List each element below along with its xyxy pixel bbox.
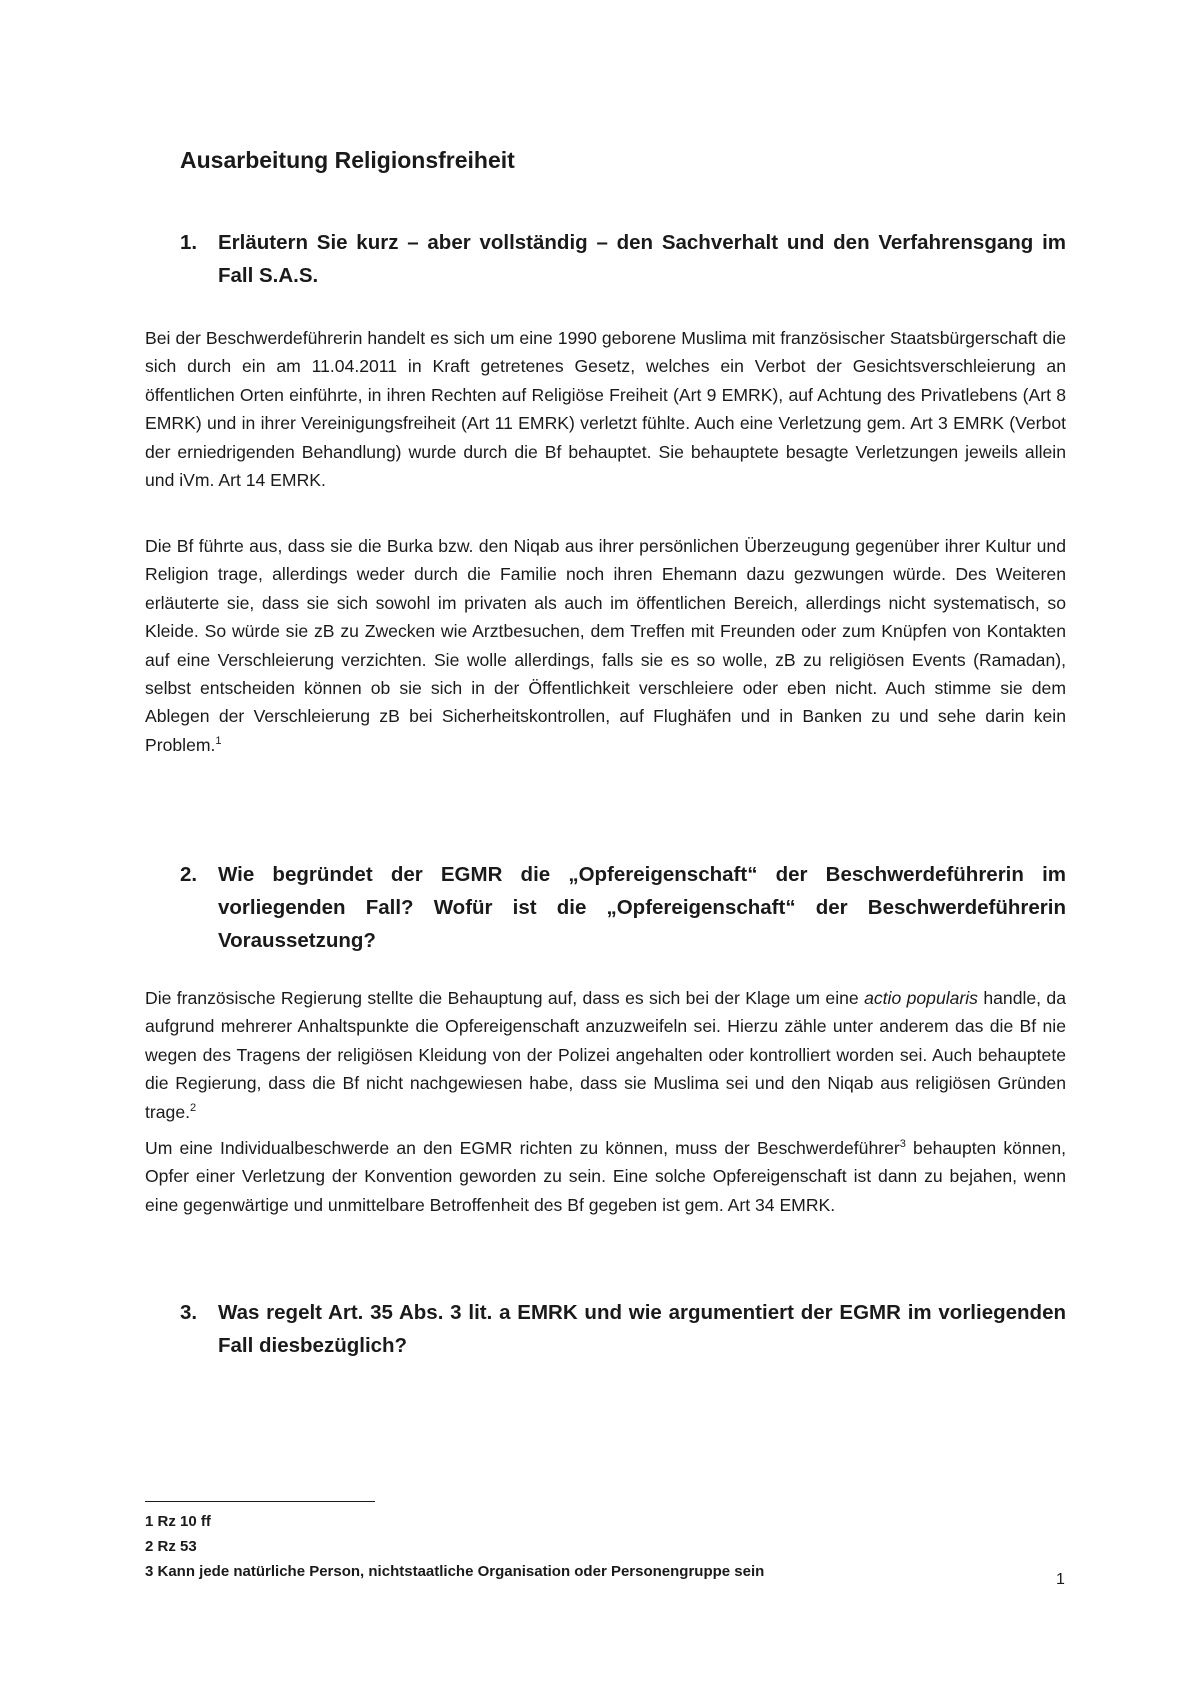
section-2-paragraph-2-text-b: behaupten können, Opfer einer Verletzung der Konvention geworden zu sein. Eine solche Opfereigenschaft ist dann zu bejahen, wenn eine gegenwärtige und unmittelbare Betroffenheit des Bf gegeben ist gem. Art 34 EMRK. <box>145 1138 1066 1215</box>
section-3-heading <box>180 1296 1066 1362</box>
section-2-number: 2. <box>180 863 198 886</box>
section-2-paragraph-1-text-a: Die französische Regierung stellte die Behauptung auf, dass es sich bei der Klage um eine <box>145 988 865 1008</box>
section-2-paragraph-1 <box>145 984 1066 1126</box>
footnote-ref-2: 2 <box>190 1101 197 1114</box>
footnote-1: 1 Rz 10 ff <box>145 1513 211 1530</box>
section-1-number: 1. <box>180 231 198 254</box>
footnote-2: 2 Rz 53 <box>145 1538 197 1555</box>
section-3-number: 3. <box>180 1301 198 1324</box>
section-2-paragraph-2-text-a: Um eine Individualbeschwerde an den EGMR richten zu können, muss der Beschwerdeführer <box>145 1138 900 1158</box>
section-1-paragraph-2 <box>145 532 1066 759</box>
footnote-separator <box>145 1501 375 1502</box>
section-2-heading <box>180 858 1066 957</box>
section-1-paragraph-1: Bei der Beschwerdeführerin handelt es sich um eine 1990 geborene Muslima mit französischer Staatsbürgerschaft die sich durch ein am 11.04.2011 in Kraft getretenes Gesetz, welches ein Verbot der Gesichtsverschleierung an öffentlichen Orten einführte, in ihren Rechten auf Religiöse Freiheit (Art 9 EMRK), auf Achtung des Privatlebens (Art 8 EMRK) und in ihrer Vereinigungsfreiheit (Art 11 EMRK) verletzt fühlte. Auch eine Verletzung gem. Art 3 EMRK (Verbot der erniedrigenden Behandlung) wurde durch die Bf behauptet. Sie behauptete besagte Verletzungen jeweils allein und iVm. Art 14 EMRK. <box>145 328 1066 491</box>
section-3-heading-text: Was regelt Art. 35 Abs. 3 lit. a EMRK und wie argumentiert der EGMR im vorliegenden Fall diesbezüglich? <box>218 1301 1066 1357</box>
section-1-paragraph-2-text: Die Bf führte aus, dass sie die Burka bzw. den Niqab aus ihrer persönlichen Überzeugung gegenüber ihrer Kultur und Religion trage, allerdings weder durch die Familie noch ihren Ehemann dazu gezwungen würde. Des Weiteren erläuterte sie, dass sie sich sowohl im privaten als auch im öffentlichen Bereich, allerdings nicht systematisch, so Kleide. So würde sie zB zu Zwecken wie Arztbesuchen, dem Treffen mit Freunden oder zum Knüpfen von Kontakten auf eine Verschleierung verzichten. Sie wolle allerdings, falls sie es so wolle, zB zu religiösen Events (Ramadan), selbst entscheiden können ob sie sich in der Öffentlichkeit verschleiere oder eben nicht. Auch stimme sie dem Ablegen der Verschleierung zB bei Sicherheitskontrollen, auf Flughäfen und in Banken zu und sehe darin kein Problem. <box>145 536 1066 755</box>
footnote-ref-1: 1 <box>215 734 222 747</box>
section-2-heading-text: Wie begründet der EGMR die „Opfereigenschaft“ der Beschwerdeführerin im vorliegenden Fall? Wofür ist die „Opfereigenschaft“ der Beschwerdeführerin Voraussetzung? <box>218 863 1066 952</box>
section-1-heading-text: Erläutern Sie kurz – aber vollständig – den Sachverhalt und den Verfahrensgang im Fall S.A.S. <box>218 231 1066 287</box>
footnote-ref-3: 3 <box>899 1138 906 1151</box>
footnote-3: 3 Kann jede natürliche Person, nichtstaatliche Organisation oder Personengruppe sein <box>145 1563 765 1580</box>
section-2-paragraph-1-italic: actio popularis <box>864 988 978 1008</box>
section-2-paragraph-1-text-b: handle, da aufgrund mehrerer Anhaltspunkte die Opfereigenschaft anzuzweifeln sei. Hierzu zähle unter anderem das die Bf nie wegen des Tragens der religiösen Kleidung von der Polizei angehalten oder kontrolliert worden sei. Auch behauptete die Regierung, dass die Bf nicht nachgewiesen habe, dass sie Muslima sei und den Niqab aus religiösen Gründen trage. <box>145 988 1066 1122</box>
document-title: Ausarbeitung Religionsfreiheit <box>180 147 515 173</box>
section-2-paragraph-2 <box>145 1134 1066 1219</box>
page-number: 1 <box>1056 1571 1065 1588</box>
section-1-heading <box>180 226 1066 292</box>
